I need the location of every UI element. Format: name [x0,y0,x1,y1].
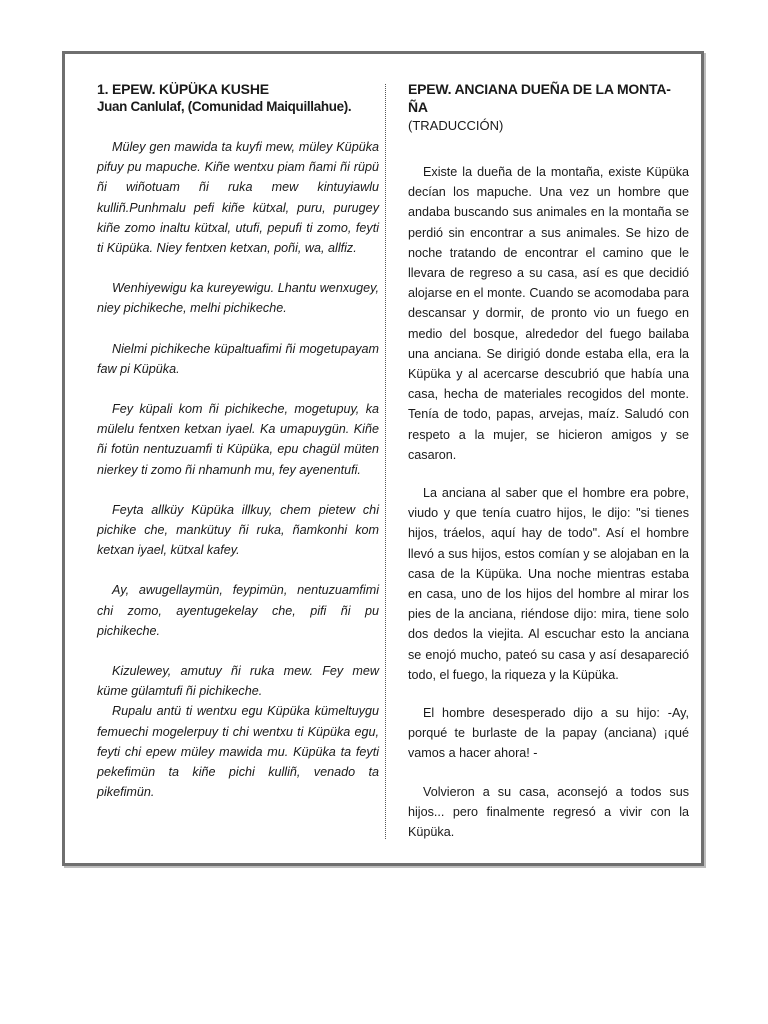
translation-column [408,80,689,860]
mapudungun-stanza-3: Nielmi pichikeche küpaltuafimi ñi mogetupayam faw pi Küpüka. [97,341,379,376]
column-divider [385,84,386,839]
author-line: Juan Canlulaf, (Comunidad Maiquillahue). [97,99,352,114]
mapudungun-stanza-1: Müley gen mawida ta kuyfi mew, müley Küpüka pifuy pu mapuche. Kiñe wentxu piam ñami ñi rüpü ñi wiñotuam ñi ruka mew kintuyiawlu kulliñ.Punhmalu pefi kiñe kütxal, puru, purugey kiñe zomo inaltu kütxal, utufi, pepufi ti zomo, feyti ti Küpüka. Niey fentxen ketxan, poñi, wa, allfiz. [97,140,379,256]
mapudungun-stanza-5: Feyta allküy Küpüka illkuy, chem pietew chi pichike che, mankütuy ñi ruka, ñamkonhi kom ketxan iyael, kütxal kafey. [97,502,379,558]
translation-paragraph-2: La anciana al saber que el hombre era pobre, viudo y que tenía cuatro hijos, le dijo: "si tienes hijos, tráelos, aquí hay de todo". Así el hombre llevó a sus hijos, estos comían y se alojaban en la casa de la Küpüka. Una noche mientras estaba en casa, uno de los hijos del hombre al mirar los pies de la anciana, riéndose dijo: mira, tiene solo dos dedos la viejita. Al escuchar esto la anciana se enojó mucho, pateó su casa y así desapareció todo, el fuego, la riqueza y la Küpüka. [408,486,689,682]
mapudungun-column [97,80,379,822]
mapudungun-stanza-4: Fey küpali kom ñi pichikeche, mogetupuy, ka mülelu fentxen ketxan iyael. Ka umapuygün. Kiñe ñi fotün nentuzuamfi ti Küpüka, epu chagül müten nierkey ti zomo ñi nhamunh mu, fey ayenentufi. [97,402,379,477]
mapudungun-stanza-8: Rupalu antü ti wentxu egu Küpüka kümeltuygu femuechi mogelerpuy ti chi wentxu ti Küpüka egu, feyti chi epew müley mawida mu. Küpüka ta feyti pekefimün ta kiñe pichi kulliñ, venado ta pikefimün. [97,704,379,800]
mapudungun-title: 1. EPEW. KÜPÜKA KUSHE [97,81,269,97]
translation-paragraph-4: Volvieron a su casa, aconsejó a todos sus hijos... pero finalmente regresó a vivir con la Küpüka. [408,784,689,840]
mapudungun-stanza-2: Wenhiyewigu ka kureyewigu. Lhantu wenxugey, niey pichikeche, melhi pichikeche. [97,281,379,316]
document-page [62,51,704,866]
mapudungun-stanza-7: Kizulewey, amutuy ñi ruka mew. Fey mew küme gülamtufi ñi pichikeche. [97,664,379,699]
mapudungun-stanza-6: Ay, awugellaymün, feypimün, nentuzuamfimi chi zomo, ayentugekelay che, pifi ñi pu pichikeche. [97,583,379,638]
translation-paragraph-1: Existe la dueña de la montaña, existe Küpüka decían los mapuche. Una vez un hombre que andaba buscando sus animales en la montaña se perdió sin encontrar a sus animales. Se hizo de noche tratando de encontrar el camino que le llevara de regreso a su casa, así es que decidió alojarse en el monte. Cuando se acomodaba para descansar y dormir, de pronto vio un fuego en medio del bosque, alrededor del fuego bailaba una anciana. Se dirigió donde estaba ella, era la Küpüka y al acercarse descubrió que había una casa, hecha de materiales recogidos del monte. Tenía de todo, papas, arvejas, maíz. Saludó con respeto a la mujer, se hicieron amigos y se casaron. [408,165,689,462]
translation-subtitle: (TRADUCCIÓN) [408,118,504,133]
translation-title: EPEW. ANCIANA DUEÑA DE LA MONTA-ÑA [408,81,671,115]
translation-paragraph-3: El hombre desesperado dijo a su hijo: -Ay, porqué te burlaste de la papay (anciana) ¡qué vamos a hacer ahora! - [408,706,689,761]
